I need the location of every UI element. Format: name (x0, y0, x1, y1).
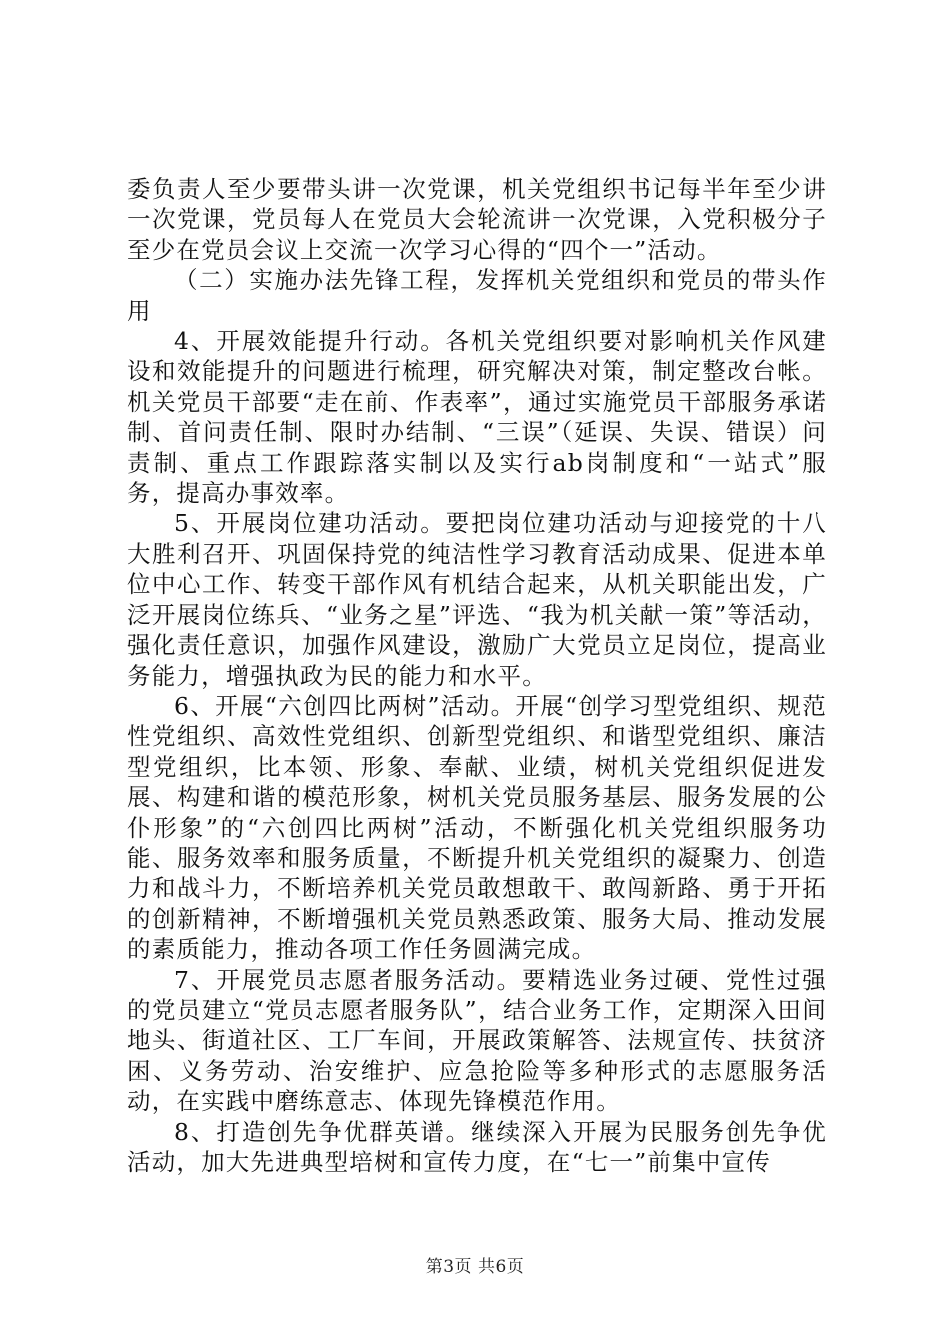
paragraph-item-5: 5、开展岗位建功活动。要把岗位建功活动与迎接党的十八大胜利召开、巩固保持党的纯洁性学习教育活动成果、促进本单位中心工作、转变干部作风有机结合起来，从机关职能出发，广泛开展岗位练兵、“业务之星”评选、“我为机关献一策”等活动，强化责任意识，加强作风建设，激励广大党员立足岗位，提高业务能力，增强执政为民的能力和水平。 (127, 509, 827, 690)
page-number-footer: 第3页 共6页 (425, 1257, 525, 1277)
paragraph-item-8: 8、打造创先争优群英谱。继续深入开展为民服务创先争优活动，加大先进典型培树和宣传力度，在“七一”前集中宣传 (127, 1117, 827, 1176)
section-heading: （二）实施办法先锋工程，发挥机关党组织和党员的带头作用 (127, 266, 827, 325)
paragraph-item-6: 6、开展“六创四比两树”活动。开展“创学习型党组织、规范性党组织、高效性党组织、创新型党组织、和谐型党组织、廉洁型党组织，比本领、形象、奉献、业绩，树机关党组织促进发展、构建和谐的模范形象，树机关党员服务基层、服务发展的公仆形象”的“六创四比两树”活动，不断强化机关党组织服务功能、服务效率和服务质量，不断提升机关党组织的凝聚力、创造力和战斗力，不断培养机关党员敢想敢干、敢闯新路、勇于开拓的创新精神，不断增强机关党员熟悉政策、服务大局、推动发展的素质能力，推动各项工作任务圆满完成。 (127, 691, 827, 964)
paragraph-item-4: 4、开展效能提升行动。各机关党组织要对影响机关作风建设和效能提升的问题进行梳理，研究解决对策，制定整改台帐。机关党员干部要“走在前、作表率”，通过实施党员干部服务承诺制、首问责任制、限时办结制、“三误”（延误、失误、错误）问责制、重点工作跟踪落实制以及实行ab岗制度和“一站式”服务，提高办事效率。 (127, 327, 827, 508)
document-body (127, 174, 827, 1177)
paragraph-continuation: 委负责人至少要带头讲一次党课，机关党组织书记每半年至少讲一次党课，党员每人在党员大会轮流讲一次党课，入党积极分子至少在党员会议上交流一次学习心得的“四个一”活动。 (127, 175, 827, 264)
paragraph-item-7: 7、开展党员志愿者服务活动。要精选业务过硬、党性过强的党员建立“党员志愿者服务队”，结合业务工作，定期深入田间地头、街道社区、工厂车间，开展政策解答、法规宣传、扶贫济困、义务劳动、治安维护、应急抢险等多种形式的志愿服务活动，在实践中磨练意志、体现先锋模范作用。 (127, 965, 827, 1116)
